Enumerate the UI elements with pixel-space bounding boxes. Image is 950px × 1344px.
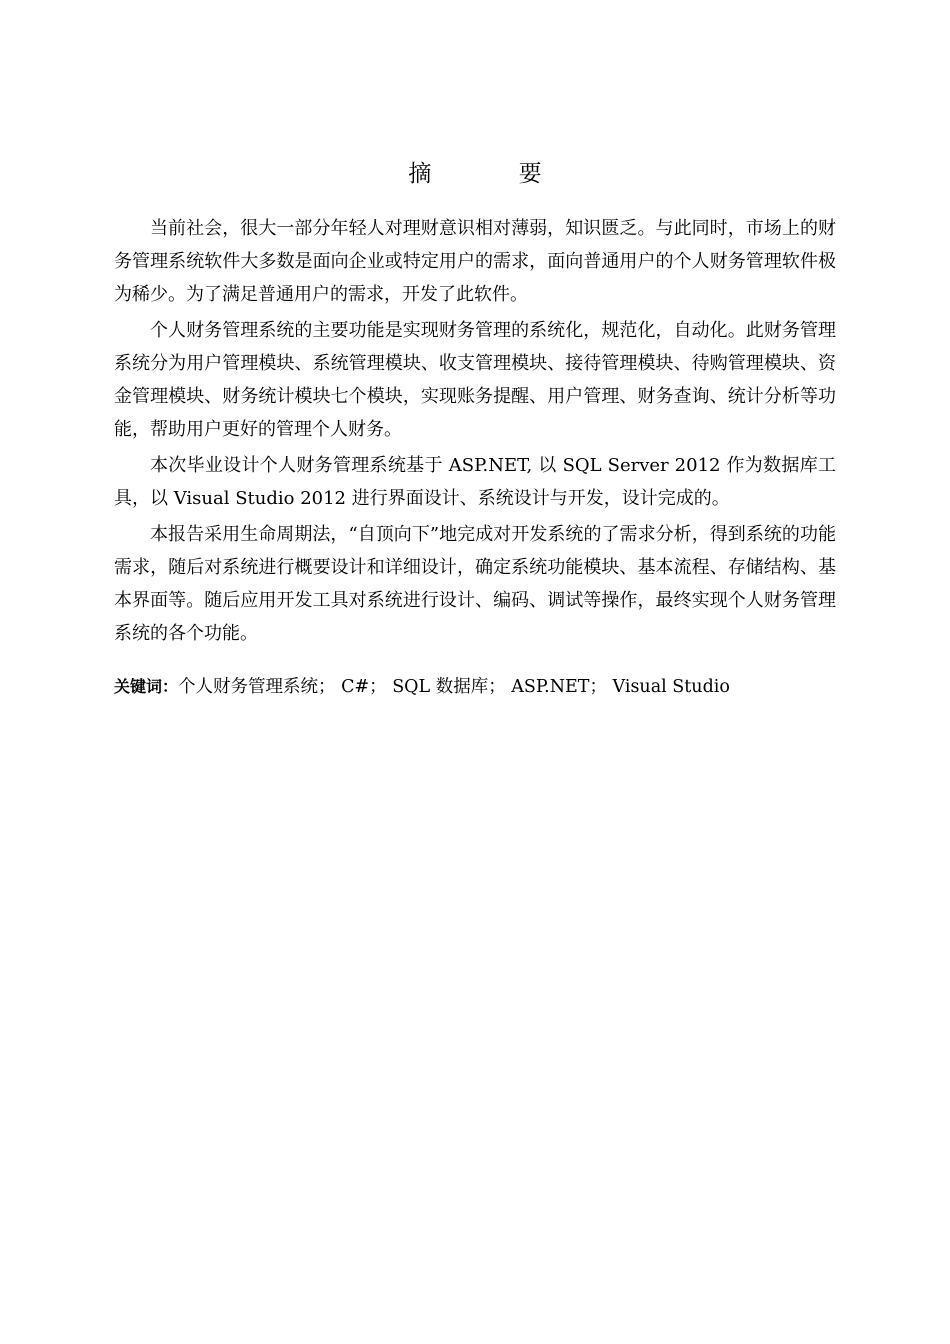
abstract-paragraph-2: 个人财务管理系统的主要功能是实现财务管理的系统化，规范化，自动化。此财务管理系统分为用户管理模块、系统管理模块、收支管理模块、接待管理模块、待购管理模块、资金管理模块、财务统计模块七个模块，实现账务提醒、用户管理、财务查询、统计分析等功能，帮助用户更好的管理个人财务。 (114, 320, 836, 440)
keywords-label: 关键词： (114, 677, 179, 696)
abstract-paragraph-1: 当前社会，很大一部分年轻人对理财意识相对薄弱，知识匮乏。与此同时，市场上的财务管理系统软件大多数是面向企业或特定用户的需求，面向普通用户的个人财务管理软件极为稀少。为了满足普通用户的需求，开发了此软件。 (114, 218, 836, 305)
abstract-title: 摘 要 (408, 161, 582, 187)
keywords-value: 个人财务管理系统； C#； SQL 数据库； ASP.NET； Visual Studio (178, 677, 730, 697)
abstract-paragraph-3: 本次毕业设计个人财务管理系统基于 ASP.NET, 以 SQL Server 2012 作为数据库工具，以 Visual Studio 2012 进行界面设计、系统设计与开发，设计完成的。 (114, 455, 836, 509)
keywords-line (114, 672, 836, 702)
abstract-body (114, 212, 836, 653)
abstract-paragraph-4: 本报告采用生命周期法，“自顶向下”地完成对开发系统的了需求分析，得到系统的功能需求，随后对系统进行概要设计和详细设计，确定系统功能模块、基本流程、存储结构、基本界面等。随后应用开发工具对系统进行设计、编码、调试等操作，最终实现个人财务管理系统的各个功能。 (114, 524, 836, 644)
